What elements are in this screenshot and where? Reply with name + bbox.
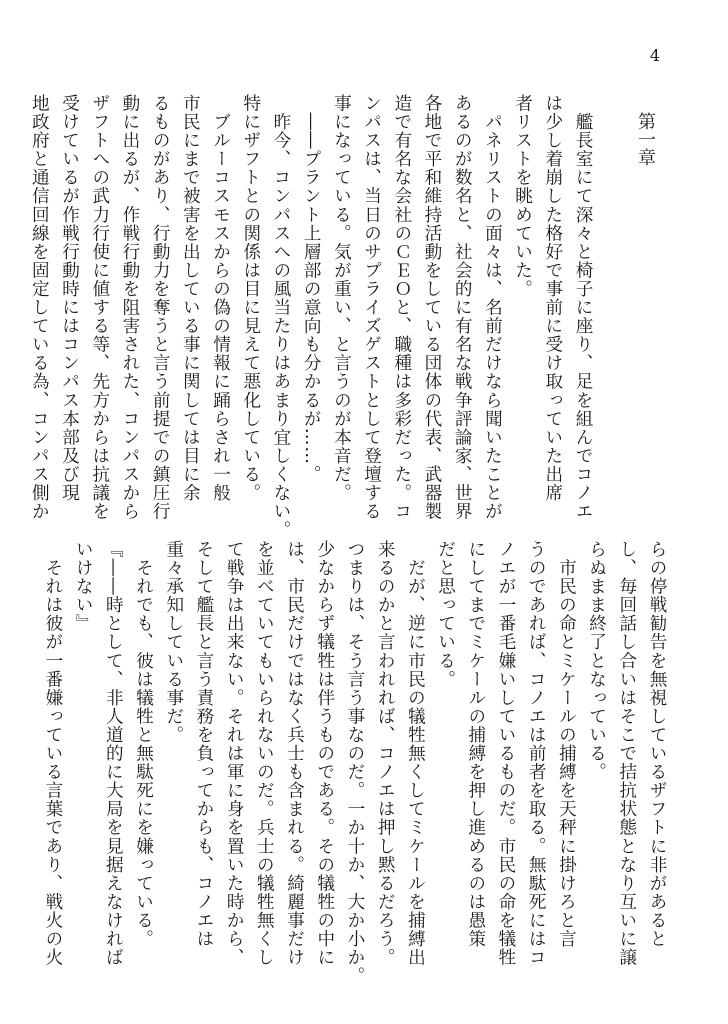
- text-line: 重々承知している事だ。: [163, 540, 184, 745]
- text-line: 者リストを眺めていた。: [512, 94, 533, 299]
- text-line: うのであれば、コノエは前者を取る。無駄死にはコ: [526, 540, 547, 967]
- text-line: 少なからず犠牲は伴うものである。その犠牲の中に: [314, 540, 335, 967]
- text-line: て戦争は出来ない。それは軍に身を置いた時から、: [224, 540, 245, 967]
- text-line: し、毎回話し合いはそこで拮抗状態となり互いに譲: [616, 540, 637, 967]
- text-line: るものがあり、行動力を奪うと言う前提での鎮圧行: [150, 94, 171, 521]
- text-line: 艦長室にて深々と椅子に座り、足を組んでコノエ: [573, 94, 593, 521]
- text-line: あるのが数名と、社会的に有名な戦争評論家、世界: [452, 94, 473, 521]
- text-line: 市民にまで被害を出している事に関しては目に余: [180, 94, 201, 503]
- text-line: を並べていてもいられないのだ。兵士の犠牲無くし: [254, 540, 275, 967]
- text-line: らぬまま終了となっている。: [586, 540, 607, 782]
- text-line: ――プラント上層部の意向も分かるが……。: [301, 94, 322, 484]
- lower-text-block: [42, 540, 672, 986]
- text-line: は少し着崩した格好で事前に受け取っていた出席: [542, 94, 563, 503]
- text-line: 造で有名な会社のＣＥＯと、職種は多彩だった。コ: [391, 94, 412, 521]
- chapter-title: 第一章: [635, 112, 656, 166]
- text-line: 市民の命とミケールの捕縛を天秤に掛けろと言: [556, 540, 577, 949]
- text-line: ノエが一番毛嫌いしているものだ。市民の命を犠牲: [495, 540, 516, 967]
- text-line: それでも、彼は犠牲と無駄死にを嫌っている。: [133, 540, 154, 949]
- text-line: は、市民だけではなく兵士も含まれる。綺麗事だけ: [284, 540, 305, 967]
- text-line: ンパスは、当日のサプライズゲストとして登壇する: [361, 94, 382, 521]
- text-line: 各地で平和維持活動をしている団体の代表、武器製: [421, 94, 442, 521]
- text-line: 来るのかと言われれば、コノエは押し黙るだろう。: [375, 540, 396, 967]
- text-line: それは彼が一番嫌っている言葉であり、戦火の火: [42, 540, 63, 967]
- text-line: 地政府と通信回線を固定している為、コンパス側か: [29, 94, 50, 521]
- text-line: 動に出るが、作戦行動を阻害された、コンパスから: [119, 94, 140, 521]
- text-line: そして艦長と言う責務を負ってからも、コノエは: [193, 540, 214, 949]
- text-line: つまりは、そう言う事なのだ。一か十か、大か小か。: [344, 540, 365, 986]
- text-line: だと思っている。: [435, 540, 456, 689]
- page-number: 4: [649, 46, 661, 65]
- text-line: ザフトへの武力行使に値する等、先方からは抗議を: [89, 94, 110, 521]
- text-line: いけない』: [73, 540, 94, 633]
- text-line: 事になっている。気が重い、と言うのが本音だ。: [331, 94, 352, 503]
- text-line: 受けているが作戦行動時にはコンパス本部及び現: [59, 94, 80, 503]
- text-line: 特にザフトとの関係は目に見えて悪化している。: [240, 94, 261, 503]
- upper-text-block: [29, 94, 598, 540]
- text-line: 『――時として、非人道的に大局を見据えなければ: [103, 540, 124, 967]
- text-line: らの停戦勧告を無視しているザフトに非があると: [647, 540, 667, 949]
- text-line: にしてまでミケールの捕縛を押し進めるのは愚策: [465, 540, 486, 949]
- text-line: だが、逆に市民の犠牲無くしてミケールを捕縛出: [405, 540, 426, 967]
- text-line: パネリストの面々は、名前だけなら聞いたことが: [482, 94, 503, 521]
- text-line: ブルーコスモスからの偽の情報に踊らされ一般: [210, 94, 231, 503]
- text-line: 昨今、コンパスへの風当たりはあまり宜しくない。: [270, 94, 291, 540]
